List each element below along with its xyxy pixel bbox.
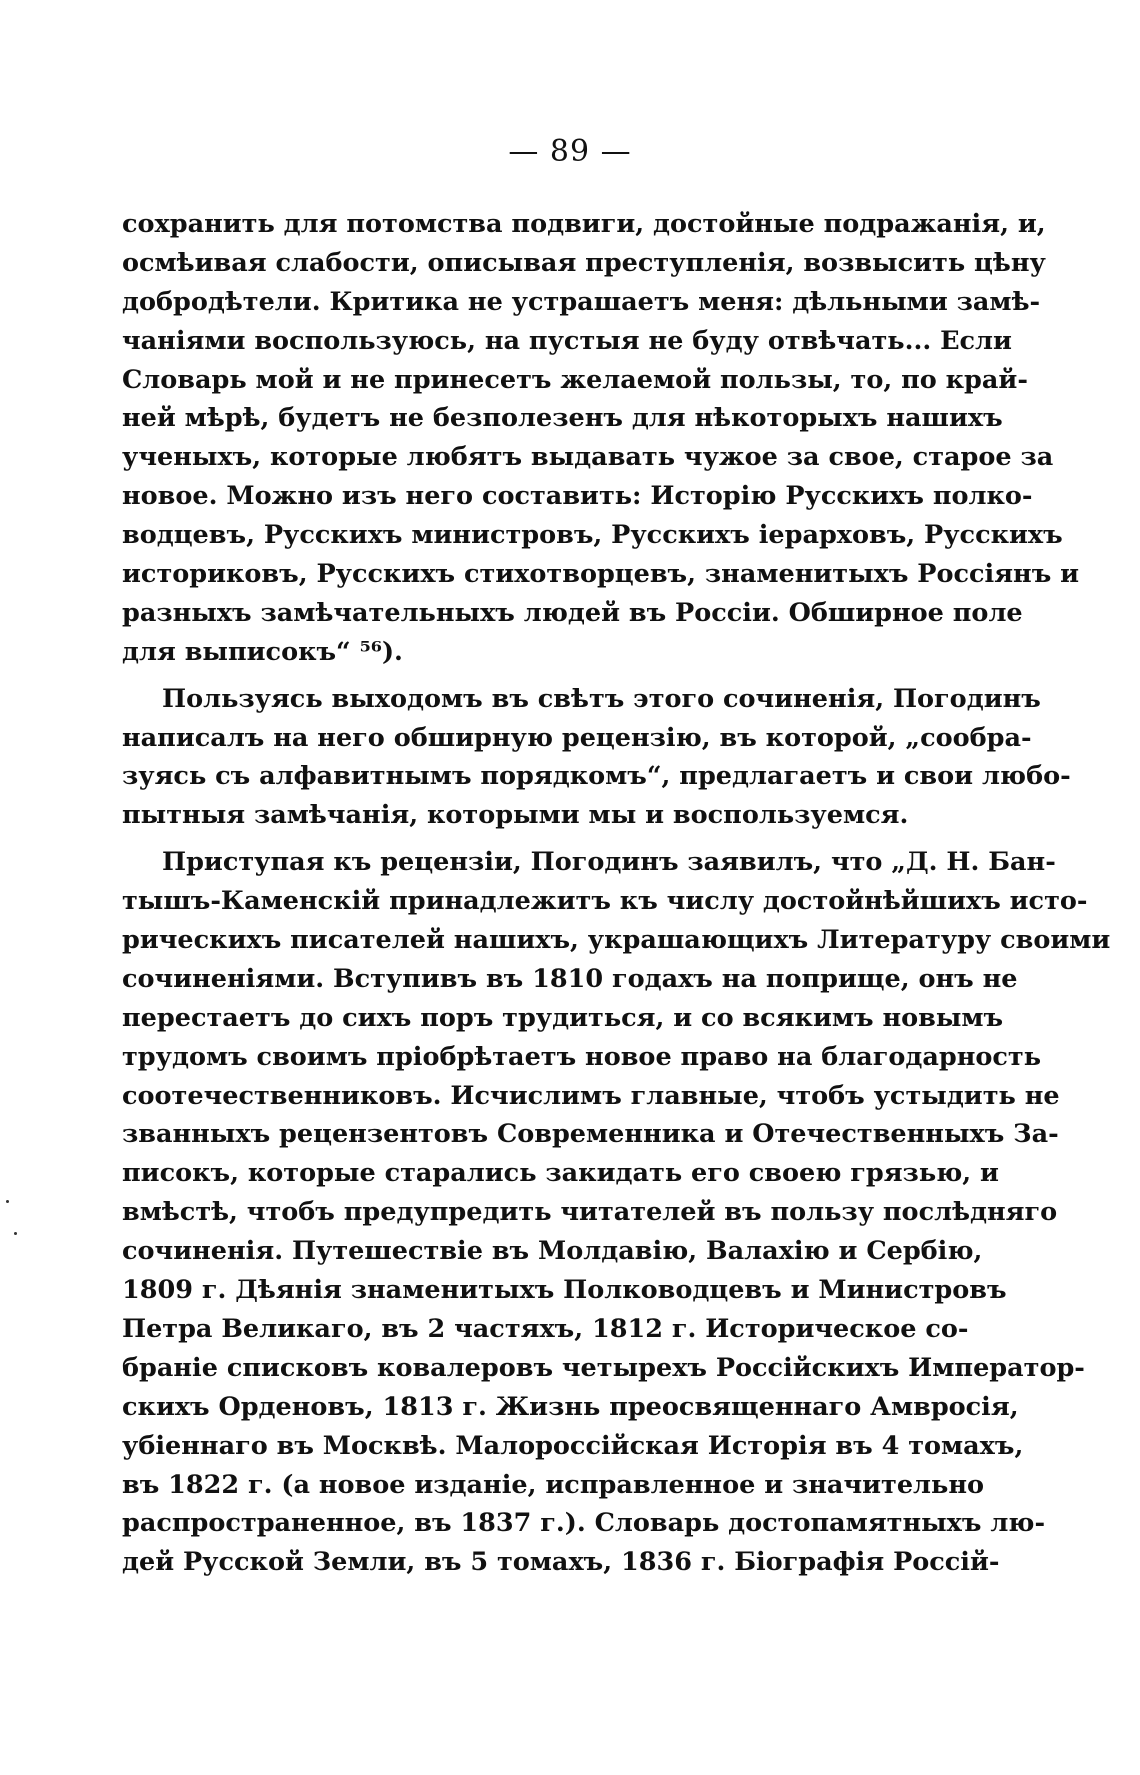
text-line: званныхъ рецензентовъ Современника и Отечественныхъ За- bbox=[122, 1119, 1059, 1150]
text-line: убіеннаго въ Москвѣ. Малороссійская Исторія въ 4 томахъ, bbox=[122, 1430, 1024, 1461]
body-text bbox=[122, 205, 1111, 1582]
text-line: ней мѣрѣ, будетъ не безполезенъ для нѣкоторыхъ нашихъ bbox=[122, 403, 1003, 434]
text-line: 1809 г. Дѣянія знаменитыхъ Полководцевъ и Министровъ bbox=[122, 1275, 1007, 1306]
text-line: браніе списковъ ковалеровъ четырехъ Россійскихъ Император- bbox=[122, 1352, 1085, 1383]
text-line: соотечественниковъ. Исчислимъ главные, чтобъ устыдить не bbox=[122, 1080, 1060, 1111]
text-line: вмѣстѣ, чтобъ предупредить читателей въ пользу послѣдняго bbox=[122, 1197, 1058, 1228]
text-line: новое. Можно изъ него составить: Исторію Русскихъ полко- bbox=[122, 481, 1033, 512]
text-line: для выписокъ“ ⁵⁶). bbox=[122, 636, 403, 667]
text-line: дей Русской Земли, въ 5 томахъ, 1836 г. Біографія Россій- bbox=[122, 1547, 1000, 1578]
text-line: перестаетъ до сихъ поръ трудиться, и со всякимъ новымъ bbox=[122, 1002, 1004, 1033]
scan-speck bbox=[14, 1232, 17, 1235]
text-line: водцевъ, Русскихъ министровъ, Русскихъ іерарховъ, Русскихъ bbox=[122, 520, 1063, 551]
text-line: зуясь съ алфавитнымъ порядкомъ“, предлагаетъ и свои любо- bbox=[122, 761, 1071, 792]
text-line: историковъ, Русскихъ стихотворцевъ, знаменитыхъ Россіянъ и bbox=[122, 559, 1080, 590]
text-line: добродѣтели. Критика не устрашаетъ меня: дѣльными замѣ- bbox=[122, 286, 1041, 317]
text-line: Пользуясь выходомъ въ свѣтъ этого сочиненія, Погодинъ bbox=[162, 683, 1041, 714]
text-line: написалъ на него обширную рецензію, въ которой, „сообра- bbox=[122, 722, 1032, 753]
text-line: распространенное, въ 1837 г.). Словарь достопамятныхъ лю- bbox=[122, 1508, 1046, 1539]
text-line: разныхъ замѣчательныхъ людей въ Россіи. Обширное поле bbox=[122, 597, 1023, 628]
text-line: рическихъ писателей нашихъ, украшающихъ Литературу своими bbox=[122, 925, 1111, 956]
text-line: Петра Великаго, въ 2 частяхъ, 1812 г. Историческое со- bbox=[122, 1313, 969, 1344]
text-line: сочиненія. Путешествіе въ Молдавію, Валахію и Сербію, bbox=[122, 1236, 983, 1267]
text-line: сочиненіями. Вступивъ въ 1810 годахъ на поприще, онъ не bbox=[122, 963, 1018, 994]
text-line: скихъ Орденовъ, 1813 г. Жизнь преосвященнаго Амвросія, bbox=[122, 1391, 1019, 1422]
text-line: сохранить для потомства подвиги, достойные подражанія, и, bbox=[122, 209, 1046, 239]
text-line: Приступая къ рецензіи, Погодинъ заявилъ, что „Д. Н. Бан- bbox=[162, 847, 1056, 878]
text-line: ученыхъ, которые любятъ выдавать чужое за свое, старое за bbox=[122, 442, 1054, 473]
scan-speck bbox=[6, 1200, 9, 1203]
text-line: тышъ-Каменскій принадлежитъ къ числу достойнѣйшихъ исто- bbox=[122, 886, 1088, 917]
text-line: пытныя замѣчанія, которыми мы и воспользуемся. bbox=[122, 800, 909, 831]
text-line: писокъ, которые старались закидать его своею грязью, и bbox=[122, 1158, 999, 1189]
page-number: — 89 — bbox=[508, 134, 632, 169]
text-line: осмѣивая слабости, описывая преступленія, возвысить цѣну bbox=[122, 247, 1046, 278]
text-line: въ 1822 г. (а новое изданіе, исправленное и значительно bbox=[122, 1469, 985, 1500]
text-line: чаніями воспользуюсь, на пустыя не буду отвѣчать... Если bbox=[122, 325, 1012, 356]
text-line: трудомъ своимъ пріобрѣтаетъ новое право на благодарность bbox=[122, 1041, 1042, 1072]
text-line: Словарь мой и не принесетъ желаемой пользы, то, по край- bbox=[122, 364, 1028, 395]
